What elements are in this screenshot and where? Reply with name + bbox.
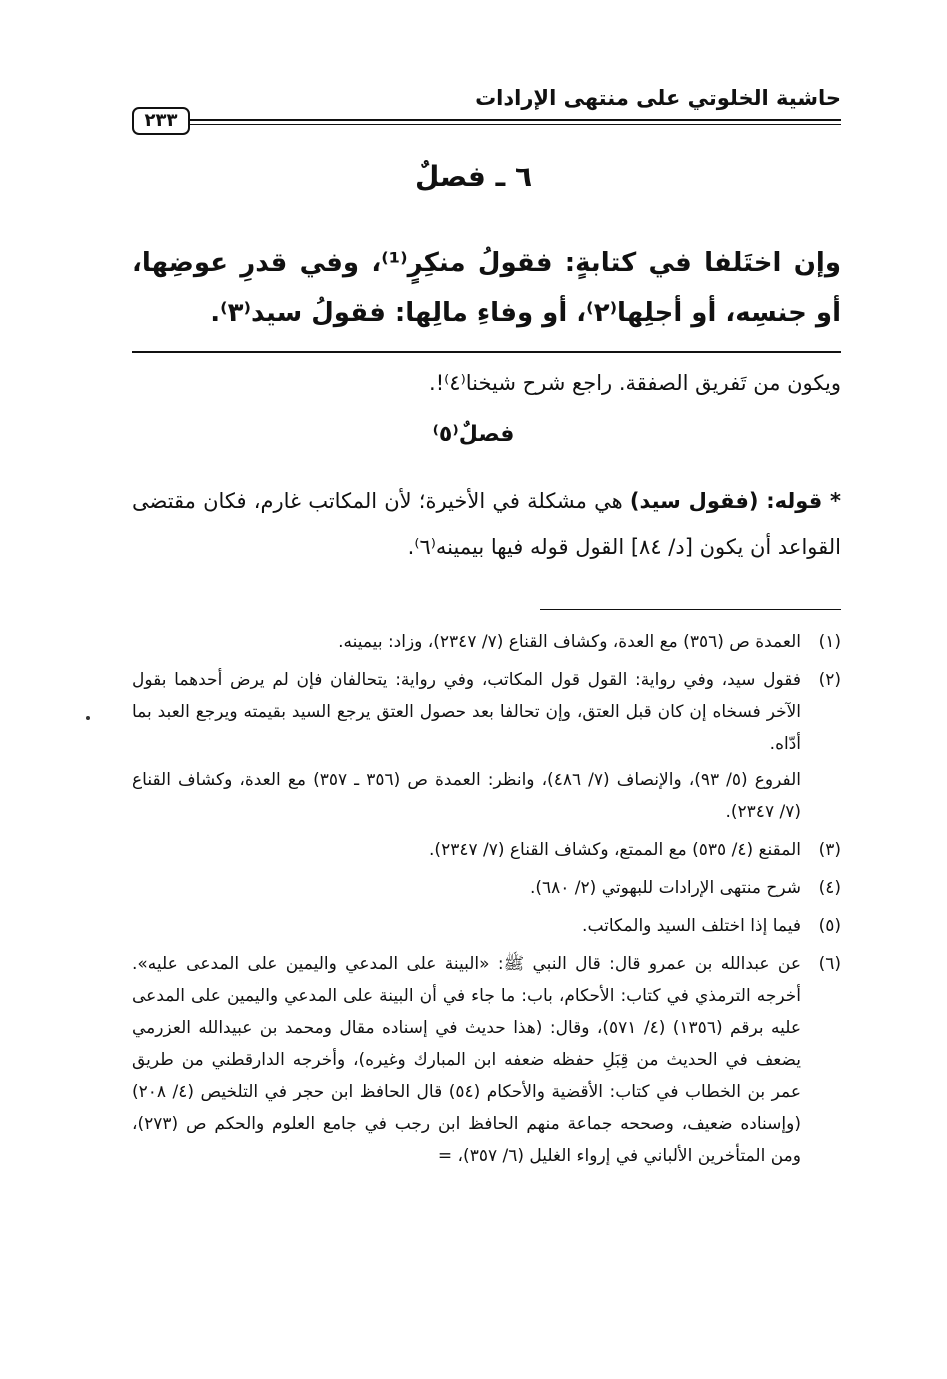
footnote-number: (١) <box>818 632 841 652</box>
footnote-paragraph: شرح منتهى الإرادات للبهوتي (٢/ ٦٨٠). <box>529 878 801 898</box>
matn-text: وإن اختَلفا في كتابةٍ: فقولُ منكِرٍ⁽¹⁾، وفي قدرِ عوضِها، أو جنسِه، أو أجلِها⁽٢⁾، أو وفاءِ مالِها: فقولُ سيد⁽٣⁾. <box>132 248 841 328</box>
running-title: حاشية الخلوتي على منتهى الإرادات <box>475 86 841 110</box>
footnote-body <box>132 664 801 828</box>
commentary-body: هي مشكلة في الأخيرة؛ لأن المكاتب غارم، فكان مقتضى القواعد أن يكون [د/ ٨٤] القول قوله فيها بيمينه⁽٦⁾. <box>132 489 841 559</box>
footnote-item <box>132 626 841 658</box>
footnote-body <box>132 948 801 1172</box>
commentary-paragraph <box>132 478 841 570</box>
footnotes <box>132 626 841 1178</box>
footnote-separator <box>540 609 841 610</box>
footnote-paragraph: عن عبدالله بن عمرو قال: قال النبي ﷺ: «البينة على المدعي واليمين على المدعى عليه». أخرجه الترمذي في كتاب: الأحكام، باب: ما جاء في أن البينة على المدعي واليمين على المدعى عليه برقم (١٣٥٦) (٤/ ٥٧١)، وقال: (هذا حديث في إسناده مقال ومحمد بن عبيدالله العزرمي يضعف في الحديث من قِبَلِ حفظه ضعفه ابن المبارك وغيره)، وأخرجه الدارقطني من طريق عمر بن الخطاب في كتاب: الأقضية والأحكام (٥٤) قال الحافظ ابن حجر في التلخيص (٤/ ٢٠٨) (وإسناده ضعيف، وصححه جماعة منهم الحافظ ابن رجب في جامع العلوم والحكم ص (٢٧٣)، ومن المتأخرين الألباني في إرواء الغليل (٦/ ٣٥٧)، = <box>132 954 802 1166</box>
footnote-body <box>132 872 801 904</box>
footnote-number: (٢) <box>818 670 841 690</box>
footnote-item <box>132 948 841 1172</box>
footnote-item <box>132 872 841 904</box>
commentary-lemma: * قوله: (فقول سيد) <box>629 489 842 513</box>
matn-separator <box>132 351 841 353</box>
page-number: ٢٣٣ <box>132 107 190 135</box>
footnote-body <box>132 910 801 942</box>
footnote-item <box>132 664 841 828</box>
footnote-paragraph: الفروع (٥/ ٩٣)، والإنصاف (٧/ ٤٨٦)، وانظر: العمدة ص (٣٥٦ ـ ٣٥٧) مع العدة، وكشاف القناع (٧/ ٢٣٤٧). <box>132 770 801 822</box>
footnote-number: (٤) <box>818 878 841 898</box>
footnote-body <box>132 834 801 866</box>
section-title: ٦ ـ فصلٌ <box>414 160 533 193</box>
footnote-paragraph: فقول سيد، وفي رواية: القول قول المكاتب، وفي رواية: يتحالفان فإن لم يرض أحدهما بقول الآخر فسخاه إن كان قبل العتق، وإن تحالفا بعد حصول العتق يرجع السيد بقيمته ويرجع العبد بما أدّاه. <box>132 670 801 754</box>
footnote-item <box>132 834 841 866</box>
commentary-line: ويكون من تَفريق الصفقة. راجع شرح شيخنا⁽٤⁾!. <box>429 371 841 395</box>
footnote-body <box>132 626 801 658</box>
footnote-number: (٥) <box>818 916 841 936</box>
footnote-item <box>132 910 841 942</box>
footnote-paragraph: العمدة ص (٣٥٦) مع العدة، وكشاف القناع (٧/ ٢٣٤٧)، وزاد: بيمينه. <box>338 632 801 652</box>
scan-speck <box>86 716 90 720</box>
footnote-paragraph: فيما إذا اختلف السيد والمكاتب. <box>582 916 801 936</box>
footnote-number: (٦) <box>818 954 841 974</box>
commentary-subheading: فصلٌ⁽٥⁾ <box>432 422 515 447</box>
footnote-number: (٣) <box>818 840 841 860</box>
header-rule <box>190 119 841 125</box>
footnote-paragraph: المقنع (٤/ ٥٣٥) مع الممتع، وكشاف القناع (٧/ ٢٣٤٧). <box>429 840 801 860</box>
